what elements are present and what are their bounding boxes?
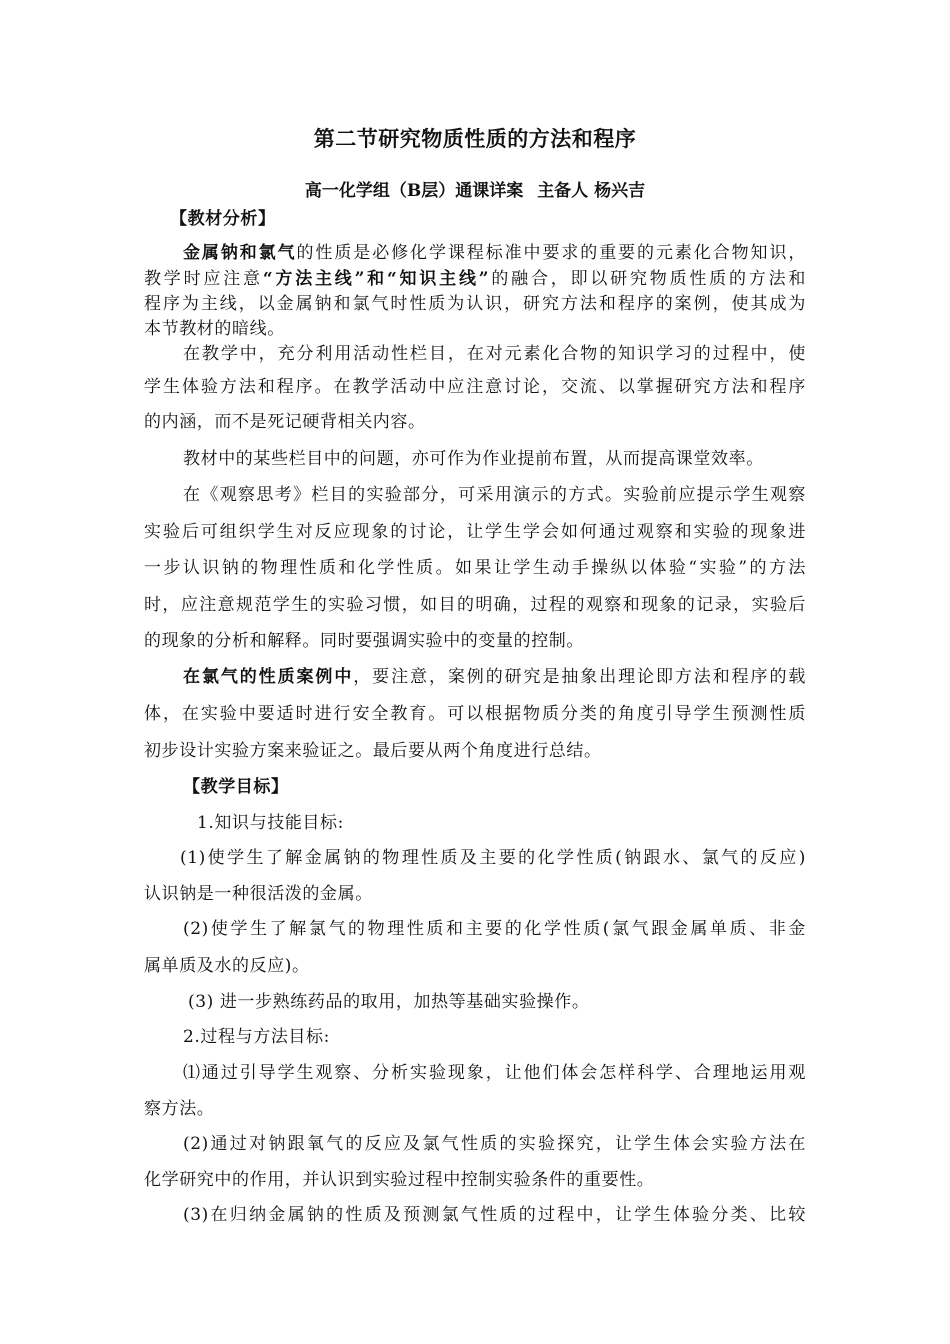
paragraph-line: 学生体验方法和程序。在教学活动中应注意讨论，交流、以掌握研究方法和程序 <box>144 377 806 397</box>
heading-teaching-goals: 【教学目标】 <box>183 777 289 797</box>
paragraph-line: 程序为主线，以金属钠和氯气时性质为认识，研究方法和程序的案例，使其成为 <box>144 294 806 314</box>
paragraph-line: 时，应注意规范学生的实验习惯，如目的明确，过程的观察和现象的记录，实验后 <box>144 595 806 615</box>
paragraph-line <box>144 264 806 289</box>
paragraph-line: 的内涵，而不是死记硬背相关内容。 <box>144 412 426 432</box>
bold-phrase: 在氯气的性质案例中 <box>183 667 354 687</box>
paragraph-line: 一步认识钠的物理性质和化学性质。如果让学生动手操纵以体验“实验”的方法 <box>144 558 806 578</box>
bold-phrase: “方法主线”和“知识主线” <box>262 269 490 289</box>
paragraph-line: 实验后可组织学生对反应现象的讨论，让学生学会如何通过观察和实验的现象进 <box>144 522 806 542</box>
text-segment: 教学时应注意 <box>144 269 263 289</box>
paragraph-line: 体，在实验中要适时进行安全教育。可以根据物质分类的角度引导学生预测性质 <box>144 704 806 724</box>
paragraph-line: (3) 进一步熟练药品的取用，加热等基础实验操作。 <box>188 992 590 1012</box>
paragraph-line: (1)使学生了解金属钠的物理性质及主要的化学性质(钠跟水、氯气的反应) <box>180 848 806 868</box>
goal-title: 2.过程与方法目标: <box>183 1027 330 1047</box>
paragraph-line: 在教学中，充分利用活动性栏目，在对元素化合物的知识学习的过程中，使 <box>183 344 806 364</box>
paragraph-line: (3)在归纳金属钠的性质及预测氯气性质的过程中，让学生体验分类、比较 <box>183 1205 806 1225</box>
paragraph-line: 化学研究中的作用，并认识到实验过程中控制实验条件的重要性。 <box>144 1170 655 1190</box>
paragraph-line: 认识钠是一种很活泼的金属。 <box>144 884 373 904</box>
paragraph-line: 察方法。 <box>144 1099 215 1119</box>
page-title: 第二节研究物质性质的方法和程序 <box>313 126 637 151</box>
paragraph-line: 初步设计实验方案来验证之。最后要从两个角度进行总结。 <box>144 741 602 761</box>
paragraph-line: 在《观察思考》栏目的实验部分，可采用演示的方式。实验前应提示学生观察 <box>183 485 806 505</box>
paragraph-line: ⑴通过引导学生观察、分析实验现象，让他们体会怎样科学、合理地运用观 <box>183 1063 806 1083</box>
text-segment: 的融合，即以研究物质性质的方法和 <box>489 269 806 289</box>
paragraph-line <box>183 238 806 263</box>
subtitle <box>0 176 950 201</box>
paragraph-line: 属单质及水的反应)。 <box>144 956 310 976</box>
subtitle-group: 高一化学组（B层）通课详案 <box>304 181 524 201</box>
paragraph-line: 教材中的某些栏目中的问题，亦可作为作业提前布置，从而提高课堂效率。 <box>183 449 764 469</box>
paragraph-line: 的现象的分析和解释。同时要强调实验中的变量的控制。 <box>144 631 584 651</box>
paragraph-line: 本节教材的暗线。 <box>144 319 285 339</box>
goal-title: 1.知识与技能目标: <box>197 813 344 833</box>
heading-textbook-analysis: 【教材分析】 <box>170 209 276 229</box>
paragraph-line: (2)使学生了解氯气的物理性质和主要的化学性质(氯气跟金属单质、非金 <box>183 919 806 939</box>
paragraph-line: (2)通过对钠跟氧气的反应及氯气性质的实验探究，让学生体会实验方法在 <box>183 1134 806 1154</box>
text-segment: ，要注意，案例的研究是抽象出理论即方法和程序的载 <box>353 667 806 687</box>
subtitle-preparer: 主备人 杨兴吉 <box>537 181 646 201</box>
paragraph-line <box>183 662 806 687</box>
bold-phrase: 金属钠和氯气 <box>183 243 297 263</box>
text-segment: 的性质是必修化学课程标准中要求的重要的元素化合物知识， <box>296 243 806 263</box>
